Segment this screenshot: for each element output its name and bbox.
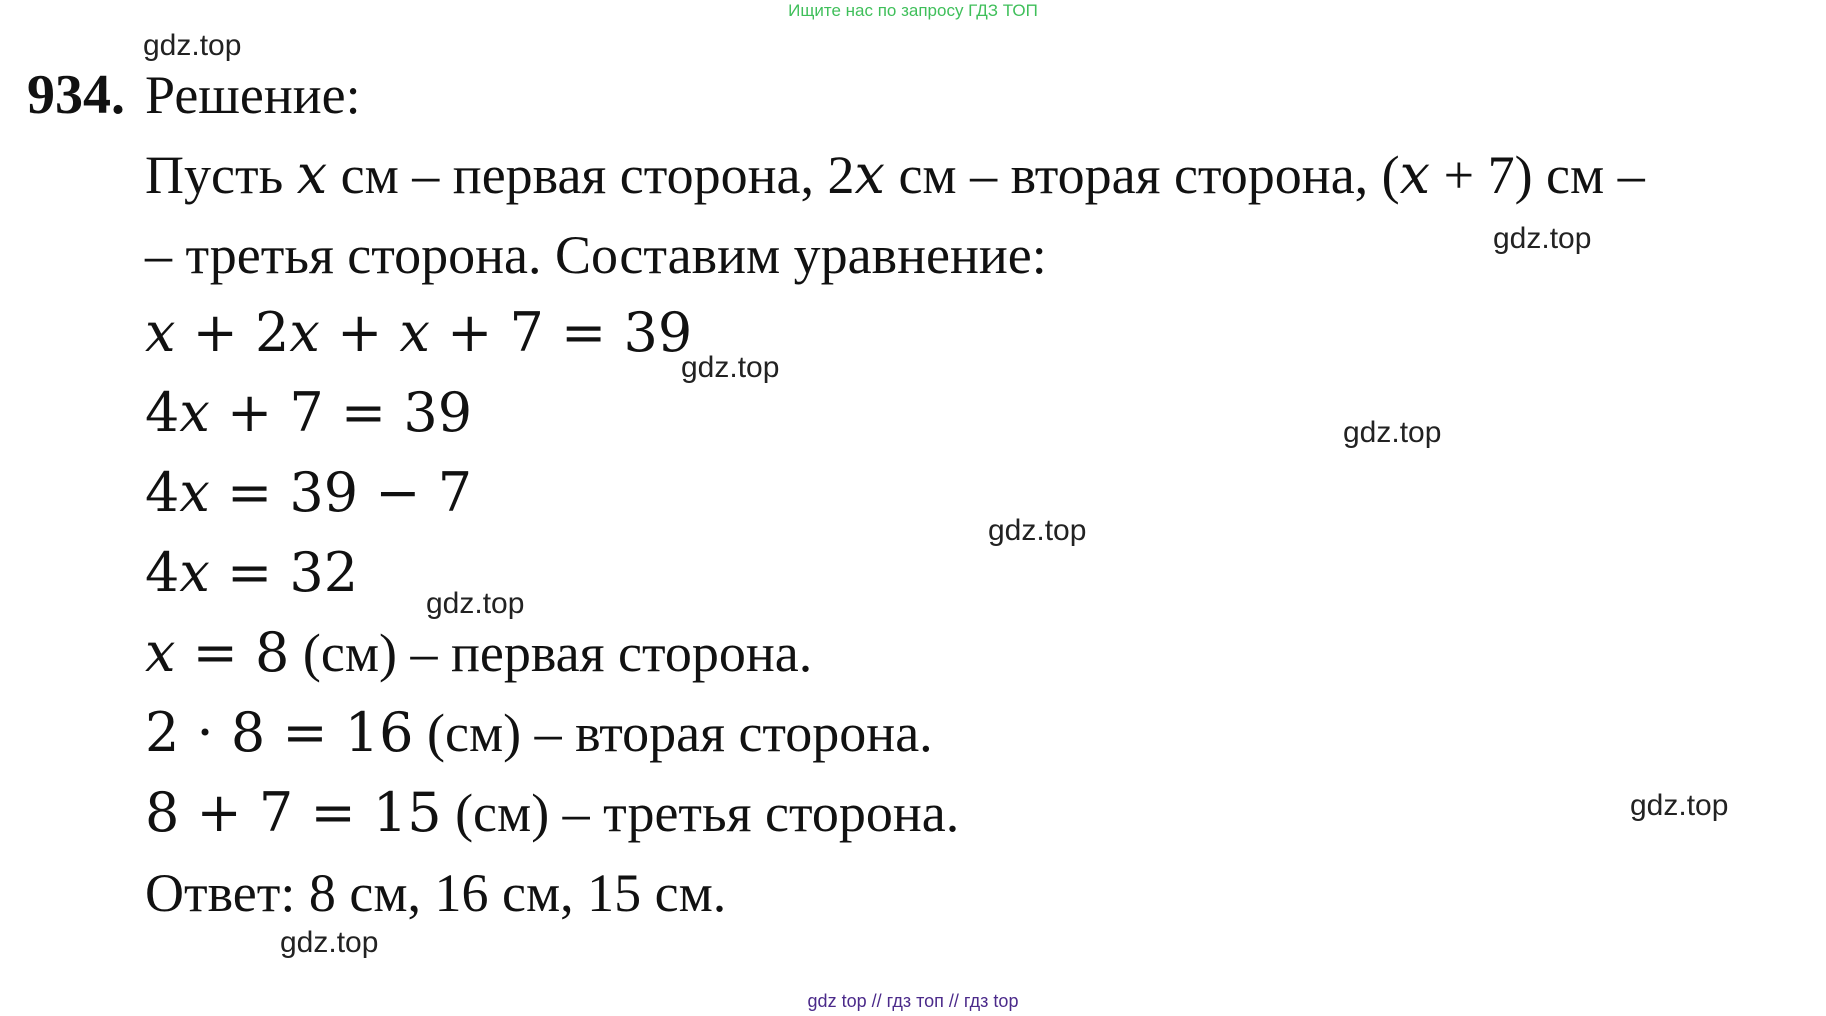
watermark: gdz.top (280, 926, 379, 959)
top-banner: Ищите нас по запросу ГДЗ ТОП (788, 1, 1038, 20)
watermark: gdz.top (1493, 222, 1592, 255)
equation-1: x + 2x + x + 7 = 39 (145, 301, 693, 364)
footer-links[interactable]: gdz top // гдз топ // гдз top (807, 991, 1019, 1011)
intro-line-2: – третья сторона. Составим уравнение: (145, 225, 1047, 285)
variable-x: x (145, 621, 176, 684)
problem-number: 934. (27, 64, 125, 126)
result-first-side: x = 8 (см) – первая сторона. (145, 621, 813, 684)
watermark: gdz.top (681, 351, 780, 384)
variable-x: x (179, 541, 210, 604)
equation-4: 4x = 32 (145, 541, 359, 604)
variable-x: x (854, 143, 885, 206)
intro-text: Пусть (145, 145, 297, 205)
equation-2: 4x + 7 = 39 (145, 381, 473, 444)
result-second-side: 2 · 8 = 16 (см) – вторая сторона. (145, 701, 933, 764)
equation-3: 4x = 39 − 7 (145, 461, 473, 524)
solution-heading: Решение: (145, 65, 361, 125)
variable-x: x (145, 301, 176, 364)
result-third-side: 8 + 7 = 15 (см) – третья сторона. (145, 781, 960, 844)
intro-text: см – вторая сторона, ( (884, 145, 1400, 205)
variable-x: x (1399, 143, 1431, 206)
intro-text: см – первая сторона, 2 (327, 145, 855, 205)
variable-x: x (296, 143, 328, 206)
intro-line-1 (145, 142, 1645, 208)
watermark: gdz.top (1630, 789, 1729, 822)
watermark: gdz.top (426, 587, 525, 620)
variable-x: x (179, 381, 210, 444)
intro-text: + 7) см – (1430, 145, 1645, 205)
answer-line: Ответ: 8 см, 16 см, 15 см. (145, 863, 727, 923)
variable-x: x (399, 301, 430, 364)
watermark: gdz.top (988, 514, 1087, 547)
watermark: gdz.top (143, 29, 242, 62)
watermark: gdz.top (1343, 416, 1442, 449)
variable-x: x (179, 461, 210, 524)
variable-x: x (289, 301, 320, 364)
